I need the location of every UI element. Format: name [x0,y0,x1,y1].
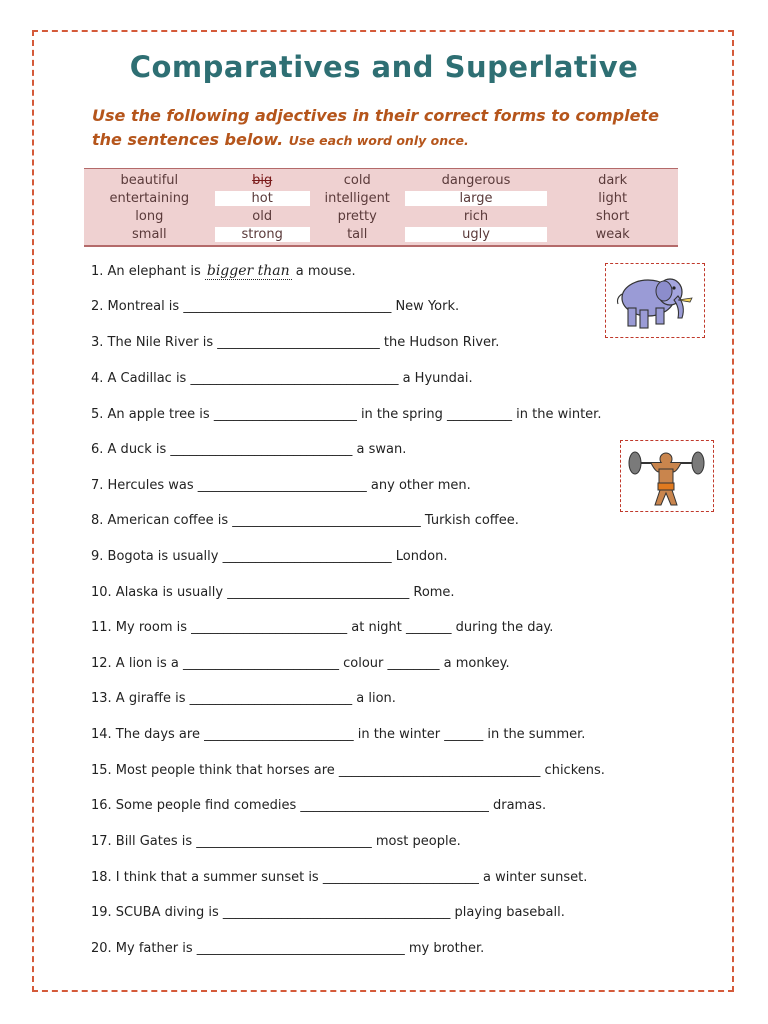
word: dark [598,172,628,188]
word-bank-row [84,171,678,189]
question: 19. SCUBA diving is ___________________________________ playing baseball. [91,905,565,920]
question: 14. The days are _______________________ in the winter ______ in the summer. [91,727,586,742]
word-crossed: big [252,172,273,188]
question: 15. Most people think that horses are _______________________________ chickens. [91,763,605,778]
question: 17. Bill Gates is ___________________________ most people. [91,834,461,849]
question: 5. An apple tree is ______________________ in the spring __________ in the winter. [91,407,602,422]
question: 7. Hercules was __________________________ any other men. [91,478,471,493]
word: rich [463,208,489,224]
word: weak [595,226,630,242]
word-bank-row [84,189,678,207]
word: light [598,190,628,206]
question: 16. Some people find comedies _____________________________ dramas. [91,798,547,813]
word-bank [84,168,678,247]
word: beautiful [120,172,179,188]
word: cold [343,172,371,188]
question: 12. A lion is a ________________________ colour ________ a monkey. [91,656,510,671]
word: tall [347,226,368,242]
word: intelligent [324,190,390,206]
question: 10. Alaska is usually ____________________________ Rome. [91,585,455,600]
word: large [405,189,548,207]
question: 11. My room is ________________________ at night _______ during the day. [91,620,554,635]
question: 6. A duck is ____________________________ a swan. [91,442,407,457]
word: dangerous [441,172,511,188]
word: hot [215,189,310,207]
instructions-small: Use each word only once. [288,133,469,148]
question: 3. The Nile River is _________________________ the Hudson River. [91,335,500,350]
weightlifter-image [620,440,714,512]
question: 13. A giraffe is _________________________ a lion. [91,691,396,706]
example-answer: bigger than [206,263,290,279]
word: pretty [337,208,377,224]
question: 4. A Cadillac is ________________________________ a Hyundai. [91,371,473,386]
instructions-main: Use the following adjectives in their correct forms to complete the sentences below. [92,106,659,149]
question-1: 1. An elephant is bigger than a mouse. [91,263,356,279]
word: old [252,208,273,224]
instructions [92,104,682,153]
elephant-icon [606,264,703,336]
word: short [595,208,630,224]
word-bank-row [84,225,678,243]
word: ugly [405,225,548,243]
question: 2. Montreal is ________________________________ New York. [91,299,460,314]
question: 20. My father is ________________________________ my brother. [91,941,485,956]
question: 8. American coffee is _____________________________ Turkish coffee. [91,513,519,528]
word-bank-row [84,207,678,225]
question: 18. I think that a summer sunset is ________________________ a winter sunset. [91,870,588,885]
word: strong [215,225,310,243]
word: entertaining [109,190,190,206]
page-title: Comparatives and Superlative [129,50,639,84]
word: long [135,208,164,224]
word: small [132,226,167,242]
elephant-image [605,263,705,338]
question: 9. Bogota is usually __________________________ London. [91,549,448,564]
weightlifter-icon [621,441,712,510]
